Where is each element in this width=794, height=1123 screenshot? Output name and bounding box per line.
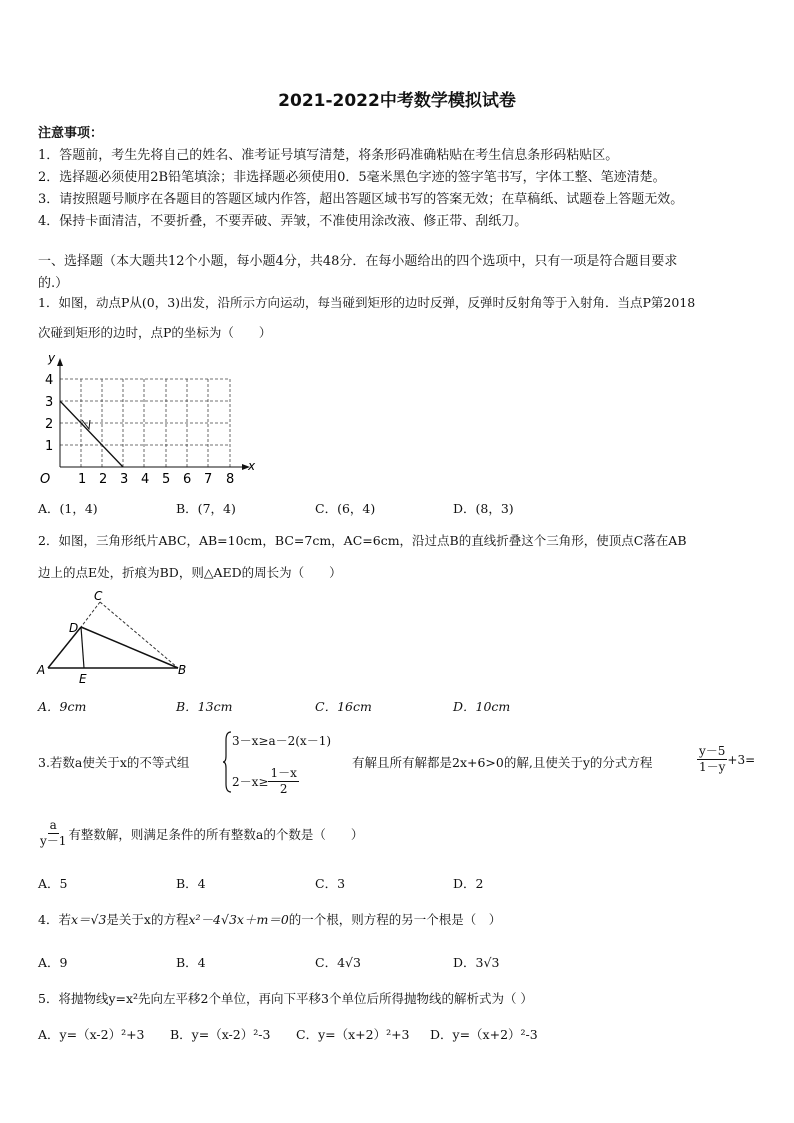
origin-label: O — [40, 472, 51, 487]
x-tick-label: 7 — [204, 472, 213, 487]
question-4-part-c: 的一个根，则方程的另一个根是（ ） — [288, 912, 502, 927]
fraction-numerator: a — [49, 818, 57, 832]
fraction-denominator: 2 — [279, 782, 288, 796]
option-b[interactable]: B．4 — [176, 876, 206, 891]
section-heading: 一、选择题（本大题共12个小题，每小题4分，共48分．在每小题给出的四个选项中，只有一项是符合题目要求 — [38, 254, 678, 269]
x-tick-label: 8 — [226, 472, 235, 487]
fraction-numerator: 1－x — [270, 766, 297, 780]
y-tick-label: 1 — [45, 439, 54, 454]
dashed-bc — [100, 602, 178, 668]
option-b[interactable]: B．4 — [176, 955, 206, 970]
section-heading-cont: 的.） — [38, 276, 69, 291]
y-tick-label: 3 — [45, 395, 54, 410]
inequality-2 — [232, 766, 299, 797]
x-tick-label: 6 — [183, 472, 192, 487]
question-1-text: 1．如图，动点P从(0，3)出发，沿所示方向运动，每当碰到矩形的边时反弹，反弹时反射角等于入射角．当点P第2018 — [38, 295, 696, 310]
question-3-line2 — [38, 818, 363, 849]
option-d[interactable]: D．3√3 — [453, 955, 500, 970]
y-tick-label: 2 — [45, 417, 54, 432]
root-expression: x＝√3 — [70, 912, 107, 927]
label-a: A — [37, 663, 46, 677]
x-tick-label: 5 — [162, 472, 171, 487]
quadratic-equation: x²－4√3x＋m＝0 — [188, 912, 289, 927]
label-d: D — [69, 621, 79, 635]
option-b[interactable]: B．(7，4) — [176, 501, 236, 516]
option-a[interactable]: A．y=（x-2）²+3 — [38, 1027, 145, 1042]
question-3-text-cont: 有整数解，则满足条件的所有整数a的个数是（ ） — [68, 826, 364, 842]
option-c[interactable]: C．16cm — [315, 699, 372, 714]
option-d[interactable]: D．2 — [453, 876, 484, 891]
question-1-figure — [36, 350, 258, 490]
option-c[interactable]: C．4√3 — [315, 955, 361, 970]
option-a[interactable]: A．5 — [38, 876, 68, 891]
label-e: E — [79, 672, 87, 686]
question-3-prefix: 3.若数a使关于x的不等式组 — [38, 755, 190, 770]
option-a[interactable]: A．9cm — [38, 699, 87, 714]
question-5-text: 5．将抛物线y=x²先向左平移2个单位，再向下平移3个单位后所得抛物线的解析式为（ ） — [38, 991, 533, 1006]
label-b: B — [178, 663, 187, 677]
option-c[interactable]: C．(6，4) — [315, 501, 376, 516]
option-d[interactable]: D．y=（x+2）²-3 — [430, 1027, 538, 1042]
inequality-2-left: 2－x≥ — [232, 775, 269, 789]
question-4-part-b: 是关于x的方程 — [106, 912, 189, 927]
y-tick-label: 4 — [45, 373, 54, 388]
option-b[interactable]: B．13cm — [176, 699, 233, 714]
grid-lines — [60, 379, 230, 467]
option-d[interactable]: D．(8，3) — [453, 501, 514, 516]
notice-item: 4．保持卡面清洁，不要折叠，不要弄破、弄皱，不准使用涂改液、修正带、刮纸刀。 — [38, 214, 528, 229]
y-axis-label: y — [48, 351, 56, 365]
option-c[interactable]: C．3 — [315, 876, 346, 891]
label-c: C — [94, 589, 103, 603]
fraction-numerator: y－5 — [699, 744, 726, 758]
inequality-1: 3－x≥a－2(x－1) — [232, 734, 332, 748]
question-2-figure — [34, 588, 194, 686]
x-tick-label: 3 — [120, 472, 129, 487]
notice-item: 3．请按照题号顺序在各题目的答题区域内作答，超出答题区域书写的答案无效；在草稿纸、试题卷上答题无效。 — [38, 192, 684, 207]
equation-fraction-rhs — [38, 818, 68, 849]
dashed-cd — [81, 602, 100, 627]
option-a[interactable]: A．9 — [38, 955, 68, 970]
fraction-denominator: 1－y — [699, 760, 726, 774]
option-b[interactable]: B．y=（x-2）²-3 — [170, 1027, 271, 1042]
x-axis-label: x — [248, 459, 256, 473]
notice-item: 1．答题前，考生先将自己的姓名、准考证号填写清楚，将条形码准确粘贴在考生信息条形码粘贴区。 — [38, 148, 619, 163]
segment-db — [81, 627, 178, 668]
option-c[interactable]: C．y=（x+2）²+3 — [296, 1027, 410, 1042]
page-title: 2021-2022中考数学模拟试卷 — [278, 91, 516, 111]
equation-tail: +3= — [727, 752, 756, 767]
fractional-equation — [697, 744, 755, 775]
question-2-text-cont: 边上的点E处，折痕为BD，则△AED的周长为（ ） — [38, 565, 342, 580]
question-4-text — [38, 910, 501, 928]
question-1-text-cont: 次碰到矩形的边时，点P的坐标为（ ） — [38, 325, 272, 340]
system-brace-icon — [222, 730, 232, 794]
fraction-denominator: y－1 — [40, 834, 67, 848]
segment-de — [81, 627, 84, 668]
x-tick-label: 4 — [141, 472, 150, 487]
option-d[interactable]: D．10cm — [453, 699, 511, 714]
inequality-2-fraction — [268, 766, 298, 797]
path-line — [60, 401, 123, 467]
notice-item: 2．选择题必须使用2B铅笔填涂；非选择题必须使用0．5毫米黑色字迹的签字笔书写，字体工整、笔迹清楚。 — [38, 170, 666, 185]
question-2-text: 2．如图，三角形纸片ABC，AB=10cm，BC=7cm，AC=6cm，沿过点B的直线折叠这个三角形，使顶点C落在AB — [38, 533, 687, 548]
y-axis-arrow — [57, 358, 63, 366]
question-3-middle: 有解且所有解都是2x+6>0的解,且使关于y的分式方程 — [352, 755, 653, 770]
x-tick-label: 1 — [78, 472, 87, 487]
question-4-part-a: 4．若 — [38, 912, 71, 927]
equation-fraction — [697, 744, 727, 775]
notice-heading: 注意事项： — [38, 126, 104, 141]
x-tick-label: 2 — [99, 472, 108, 487]
option-a[interactable]: A．(1，4) — [38, 501, 98, 516]
